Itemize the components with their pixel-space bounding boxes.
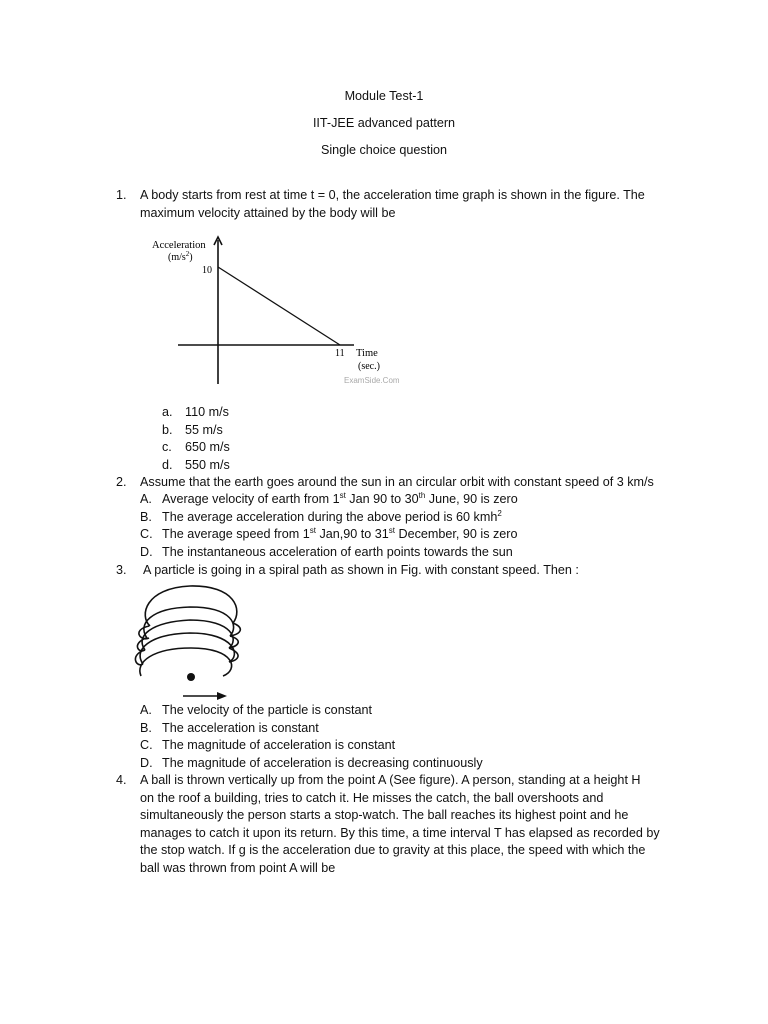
option-c[interactable] <box>162 439 722 457</box>
question-text: A particle is going in a spiral path as shown in Fig. with constant speed. Then : <box>143 563 579 577</box>
question-line: on the roof a building, tries to catch it. He misses the catch, the ball overshoots and <box>140 790 604 805</box>
option-label: b. <box>162 422 173 437</box>
option-label: B. <box>140 720 152 735</box>
arrow-head-icon <box>217 692 227 700</box>
question-line: ball was thrown from point A will be <box>140 860 336 875</box>
option-text: The instantaneous acceleration of earth points towards the sun <box>162 544 513 559</box>
particle-icon <box>187 673 195 681</box>
question-line: A ball is thrown vertically up from the point A (See figure). A person, standing at a height H <box>140 773 641 787</box>
option-text: The magnitude of acceleration is constant <box>162 738 396 752</box>
y-axis-label: Acceleration <box>152 240 206 251</box>
question-number: 1. <box>116 188 127 202</box>
question-1-options <box>162 404 722 474</box>
option-label: c. <box>162 440 172 454</box>
acceleration-time-graph <box>150 232 400 392</box>
question-number: 2. <box>116 475 127 489</box>
option-label: a. <box>162 405 173 419</box>
option-a[interactable] <box>140 702 700 720</box>
option-text: The average acceleration during the above period is 60 kmh$^2$ <box>162 508 502 524</box>
question-line: the stop watch. If g is the acceleration due to gravity at this place, the speed with which the <box>140 843 646 857</box>
question-4 <box>116 772 716 877</box>
option-a[interactable] <box>162 404 722 422</box>
option-c[interactable] <box>140 526 700 544</box>
question-3 <box>116 562 696 580</box>
watermark: ExamSide.Com <box>344 376 400 385</box>
question-number: 4. <box>116 773 127 787</box>
y-tick-label: 10 <box>202 265 212 276</box>
question-2-options <box>140 491 700 561</box>
question-text <box>140 772 716 877</box>
question-3-options <box>140 702 700 772</box>
question-text: Assume that the earth goes around the sun in an circular orbit with constant speed of 3 km/s <box>140 475 654 489</box>
option-label: C. <box>140 738 153 752</box>
option-text: 110 m/s <box>185 405 229 419</box>
option-text: Average velocity of earth from 1st Jan 90 to 30th June, 90 is zero <box>162 491 518 506</box>
title-question-type: Single choice question <box>320 143 448 157</box>
x-axis-unit: (sec.) <box>358 361 380 372</box>
option-label: B. <box>140 509 152 524</box>
x-axis-label: Time <box>356 348 378 359</box>
title-pattern: IIT-JEE advanced pattern <box>312 116 456 130</box>
x-tick-label: 11 <box>335 348 345 359</box>
option-text: 55 m/s <box>185 422 223 437</box>
option-text: The acceleration is constant <box>162 720 319 735</box>
option-text: The magnitude of acceleration is decreasing continuously <box>162 755 483 770</box>
option-label: C. <box>140 527 153 541</box>
option-d[interactable] <box>140 544 700 562</box>
option-label: D. <box>140 544 153 559</box>
question-2 <box>116 474 696 492</box>
question-text: A body starts from rest at time t = 0, the acceleration time graph is shown in the figure. The maximum velocity attained by the body will be <box>140 188 645 220</box>
spiral-path-figure <box>135 578 255 708</box>
option-b[interactable] <box>162 422 722 440</box>
question-1 <box>116 187 696 222</box>
title-module-test: Module Test-1 <box>344 89 424 103</box>
y-axis-unit: $(m/s^2)$ <box>168 250 193 263</box>
question-line: manages to catch it upon its return. By this time, a time interval T has elapsed as recorded by <box>140 825 660 840</box>
option-label: A. <box>140 703 152 717</box>
option-d[interactable] <box>140 755 700 773</box>
option-label: D. <box>140 755 153 770</box>
option-label: d. <box>162 457 173 472</box>
option-d[interactable] <box>162 457 722 475</box>
option-text: 550 m/s <box>185 457 230 472</box>
acceleration-series-line <box>218 267 340 345</box>
option-b[interactable] <box>140 720 700 738</box>
option-text: The average speed from 1st Jan,90 to 31st December, 90 is zero <box>162 526 518 541</box>
question-number: 3. <box>116 563 127 577</box>
option-label: A. <box>140 492 152 506</box>
option-a[interactable] <box>140 491 700 509</box>
option-text: 650 m/s <box>185 440 230 454</box>
question-line: simultaneously the person starts a stop-watch. The ball reaches its highest point and he <box>140 808 629 822</box>
option-c[interactable] <box>140 737 700 755</box>
option-b[interactable] <box>140 509 700 527</box>
option-text: The velocity of the particle is constant <box>162 703 372 717</box>
